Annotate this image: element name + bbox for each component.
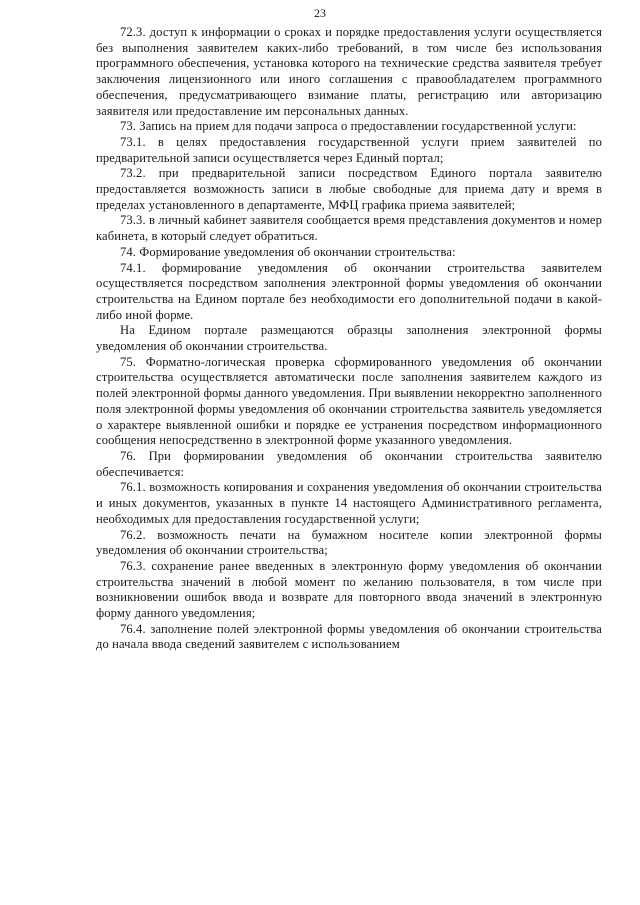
paragraph-73: 73. Запись на прием для подачи запроса о предоставлении государственной услуги:: [120, 119, 577, 134]
paragraph-72-3: 72.3. доступ к информации о сроках и порядке предоставления услуги осуществляется без выполнения заявителем каких-либо требований, в том числе без использования программного обеспечения, установка которого на технические средства заявителя требует заключения лицензионного или иного соглашения с правообладателем программного обеспечения, предусматривающего взимание платы, регистрацию или авторизацию заявителя или предоставление им персональных данных.: [96, 25, 602, 118]
paragraph-76-2: 76.2. возможность печати на бумажном носителе копии электронной формы уведомления об окончании строительства;: [96, 527, 602, 558]
paragraph-74-samples: На Едином портале размещаются образцы заполнения электронной формы уведомления об окончании строительства.: [96, 323, 602, 354]
paragraph-76-1: 76.1. возможность копирования и сохранения уведомления об окончании строительства и иных документов, указанных в пункте 14 настоящего Административного регламента, необходимых для предоставления государственной услуги;: [96, 480, 602, 526]
paragraph-73-1: 73.1. в целях предоставления государственной услуги прием заявителей по предварительной записи осуществляется через Единый портал;: [96, 134, 602, 165]
paragraph-76-4: 76.4. заполнение полей электронной формы уведомления об окончании строительства до начала ввода сведений заявителем с использованием: [96, 621, 602, 652]
paragraph-75: 75. Форматно-логическая проверка сформированного уведомления об окончании строительства осуществляется автоматически после заполнения заявителем каждого из полей электронной формы данного уведомления. При выявлении некорректно заполненного поля электронной формы уведомления об окончании строительства заявитель уведомляется о характере выявленной ошибки и порядке ее устранения посредством информационного сообщения непосредственно в электронной форме указанного уведомления.: [96, 354, 602, 448]
paragraph-74-1: 74.1. формирование уведомления об окончании строительства заявителем осуществляется посредством заполнения электронной формы уведомления об окончании строительства на Едином портале без необходимости его дополнительной подачи в какой-либо иной форме.: [96, 260, 602, 322]
paragraph-73-3: 73.3. в личный кабинет заявителя сообщается время представления документов и номер кабинета, в который следует обратиться.: [96, 213, 602, 244]
paragraph-74: 74. Формирование уведомления об окончании строительства:: [120, 244, 456, 259]
paragraph-76: 76. При формировании уведомления об окончании строительства заявителю обеспечивается:: [96, 448, 602, 479]
document-body: [96, 25, 602, 653]
paragraph-73-2: 73.2. при предварительной записи посредством Единого портала заявителю предоставляется возможность записи в любые свободные для приема дату и время в пределах установленного в департаменте, МФЦ графика приема заявителей;: [96, 166, 602, 212]
page-number: 23: [314, 6, 326, 20]
paragraph-76-3: 76.3. сохранение ранее введенных в электронную форму уведомления об окончании строительства значений в любой момент по желанию пользователя, в том числе при возникновении ошибок ввода и возврате для повторного ввода значений в электронную форму данного уведомления;: [96, 558, 602, 621]
